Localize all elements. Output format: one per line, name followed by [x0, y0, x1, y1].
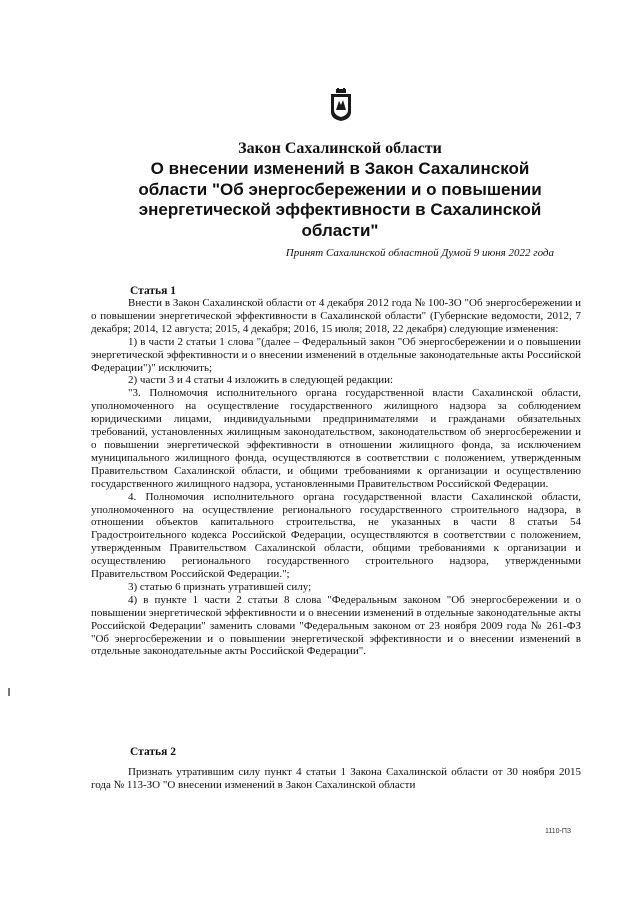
coat-of-arms-icon: [330, 88, 352, 122]
article-1-heading: Статья 1: [130, 285, 176, 297]
article-1-intro: Внести в Закон Сахалинской области от 4 декабря 2012 года № 100-ЗО "Об энергосбережении и о повышении энергетической эффективности в Сахалинской области" (Губернские ведомости, 2012, 7 декабря; 2014, 12 августа; 2015, 4 декабря; 2016, 15 июля; 2018, 22 декабря) следующие изменения:: [91, 297, 581, 335]
article-1-part-3: "3. Полномочия исполнительного органа государственной власти Сахалинской области, уполномоченного на осуществление государственного жилищного надзора за соблюдением юридическими лицами, индивидуальными предпринимателями и гражданами обязательных требований, установленных жилищным законодательством, законодательством об энергосбережении и о повышении энергетической эффективности в отношении жилищного фонда, за исключением муниципального жилищного фонда, осуществляются в соответствии с положением, утвержденным Правительством Сахалинской области, и общими требованиями к организации и осуществлению государственного жилищного надзора, установленными Правительством Российской Федерации.: [91, 387, 581, 490]
main-title-line: энергетической эффективности в Сахалинской: [138, 200, 542, 219]
main-title-line: О внесении изменений в Закон Сахалинской: [150, 159, 530, 178]
margin-mark: [8, 688, 10, 696]
article-2-paragraph: Признать утратившим силу пункт 4 статьи 1 Закона Сахалинской области от 30 ноября 2015 года № 113-ЗО "О внесении изменений в Закон Сахалинской области: [91, 766, 581, 791]
article-1-part-4: 4. Полномочия исполнительного органа государственной власти Сахалинской области, уполномоченного на осуществление регионального государственного строительного надзора, в отношении объектов капитального строительства, не указанных в части 8 статьи 54 Градостроительного кодекса Российской Федерации, осуществляются в соответствии с положением, утвержденным Правительством Сахалинской области, общими требованиями к организации и осуществлению регионального государственного строительного надзора, утвержденными Правительством Российской Федерации.";: [91, 490, 581, 581]
adoption-note: Принят Сахалинской областной Думой 9 июня 2022 года: [285, 247, 554, 259]
law-title: Закон Сахалинской области: [238, 140, 442, 157]
article-2-body: [91, 766, 581, 792]
article-1-item-1: 1) в части 2 статьи 1 слова "(далее – Федеральный закон "Об энергосбережении и о повышении энергетической эффективности и о внесении изменений в отдельные законодательные акты Российской Федерации")" исключить;: [91, 335, 581, 374]
article-1-body: [91, 297, 581, 658]
main-title: [110, 159, 570, 241]
article-1-item-3: 3) статью 6 признать утратившей силу;: [128, 580, 312, 593]
title-block: [110, 139, 570, 241]
document-stamp: 1110-ПЗ: [545, 828, 572, 835]
article-1-item-4: 4) в пункте 1 части 2 статьи 8 слова "Федеральным законом "Об энергосбережении и о повышении энергетической эффективности и о внесении изменений в отдельные законодательные акты Российской Федерации" заменить словами "Федеральным законом от 23 ноября 2009 года № 261-ФЗ "Об энергосбережении и о повышении энергетической эффективности и о внесении изменений в отдельные законодательные акты Российской Федерации".: [91, 593, 581, 658]
main-title-line: области": [301, 220, 379, 240]
article-2-heading: Статья 2: [130, 746, 176, 758]
main-title-line: области "Об энергосбережении и о повышении: [138, 179, 542, 199]
article-1-item-2: 2) части 3 и 4 статьи 4 изложить в следующей редакции:: [128, 374, 394, 387]
